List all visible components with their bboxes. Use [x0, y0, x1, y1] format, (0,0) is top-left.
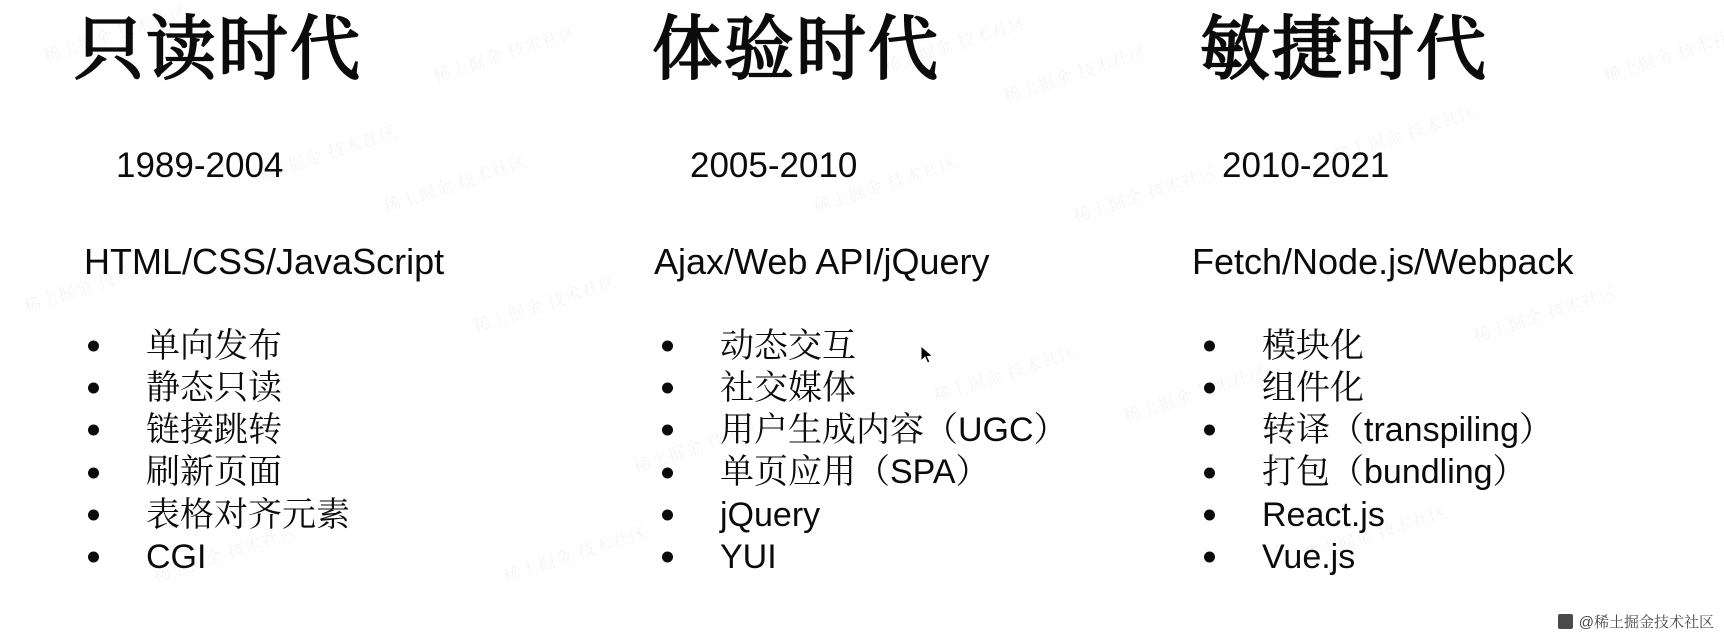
list-item	[76, 536, 594, 578]
list-item	[1192, 367, 1724, 409]
list-item-label: CGI	[146, 537, 207, 576]
bullet-dot-icon	[88, 467, 99, 478]
bullet-dot-icon	[88, 551, 99, 562]
bullet-dot-icon	[1204, 509, 1215, 520]
list-item	[1192, 494, 1724, 536]
bullet-dot-icon	[1204, 341, 1215, 352]
list-item-label: 组件化	[1262, 369, 1364, 408]
list-item-label: 社交媒体	[720, 369, 856, 408]
era-title: 体验时代	[652, 10, 940, 88]
era-tech-stack: HTML/CSS/JavaScript	[84, 241, 445, 282]
era-bullet-list	[66, 283, 594, 578]
list-item	[76, 325, 594, 367]
bullet-dot-icon	[662, 383, 673, 394]
list-item-label: 刷新页面	[146, 453, 282, 492]
era-bullet-list	[642, 283, 1164, 578]
list-item-label: 模块化	[1262, 327, 1364, 365]
source-badge	[1558, 611, 1714, 632]
bullet-dot-icon	[1204, 383, 1215, 394]
bullet-dot-icon	[88, 425, 99, 436]
list-item-label: 表格对齐元素	[146, 495, 350, 534]
era-years: 1989-2004	[116, 146, 284, 185]
list-item	[1192, 451, 1724, 493]
era-bullet-list	[1192, 283, 1724, 578]
list-item	[650, 451, 1164, 493]
list-item	[76, 367, 594, 409]
list-item-label: 单向发布	[146, 327, 282, 365]
bullet-dot-icon	[1204, 467, 1215, 478]
era-years: 2010-2021	[1222, 146, 1390, 185]
list-item-label: 用户生成内容（UGC）	[720, 411, 1068, 450]
list-item-label: jQuery	[720, 495, 821, 534]
list-item	[650, 536, 1164, 578]
list-item-label: 单页应用（SPA）	[720, 453, 990, 492]
list-item	[76, 451, 594, 493]
list-item-label: YUI	[720, 537, 777, 576]
list-item-label: 转译（transpiling）	[1262, 411, 1553, 450]
era-tech-stack: Fetch/Node.js/Webpack	[1192, 241, 1574, 282]
bullet-dot-icon	[1204, 425, 1215, 436]
list-item	[650, 325, 1164, 367]
list-item-label: 静态只读	[146, 369, 282, 408]
bullet-dot-icon	[88, 383, 99, 394]
bullet-dot-icon	[662, 467, 673, 478]
list-item	[1192, 409, 1724, 451]
bullet-dot-icon	[1204, 551, 1215, 562]
bullet-dot-icon	[662, 509, 673, 520]
bullet-dot-icon	[88, 509, 99, 520]
era-column-experience	[594, 6, 1164, 639]
list-item	[1192, 325, 1724, 367]
era-title: 只读时代	[74, 10, 362, 88]
era-years: 2005-2010	[690, 146, 858, 185]
era-title: 敏捷时代	[1200, 10, 1488, 88]
list-item-label: Vue.js	[1262, 537, 1356, 576]
list-item-label: 链接跳转	[146, 411, 282, 450]
bullet-dot-icon	[662, 341, 673, 352]
bullet-dot-icon	[662, 551, 673, 562]
list-item	[650, 409, 1164, 451]
list-item-label: React.js	[1262, 495, 1385, 534]
bullet-dot-icon	[662, 425, 673, 436]
list-item	[650, 494, 1164, 536]
source-badge-label: @稀土掘金技术社区	[1578, 614, 1714, 631]
list-item	[1192, 536, 1724, 578]
era-column-read-only	[0, 6, 594, 639]
bullet-dot-icon	[88, 341, 99, 352]
logo-icon	[1558, 614, 1573, 629]
era-column-agile	[1164, 6, 1724, 639]
list-item	[650, 367, 1164, 409]
list-item	[76, 494, 594, 536]
list-item-label: 打包（bundling）	[1262, 453, 1527, 492]
list-item	[76, 409, 594, 451]
list-item-label: 动态交互	[720, 327, 856, 365]
era-tech-stack: Ajax/Web API/jQuery	[654, 241, 990, 282]
